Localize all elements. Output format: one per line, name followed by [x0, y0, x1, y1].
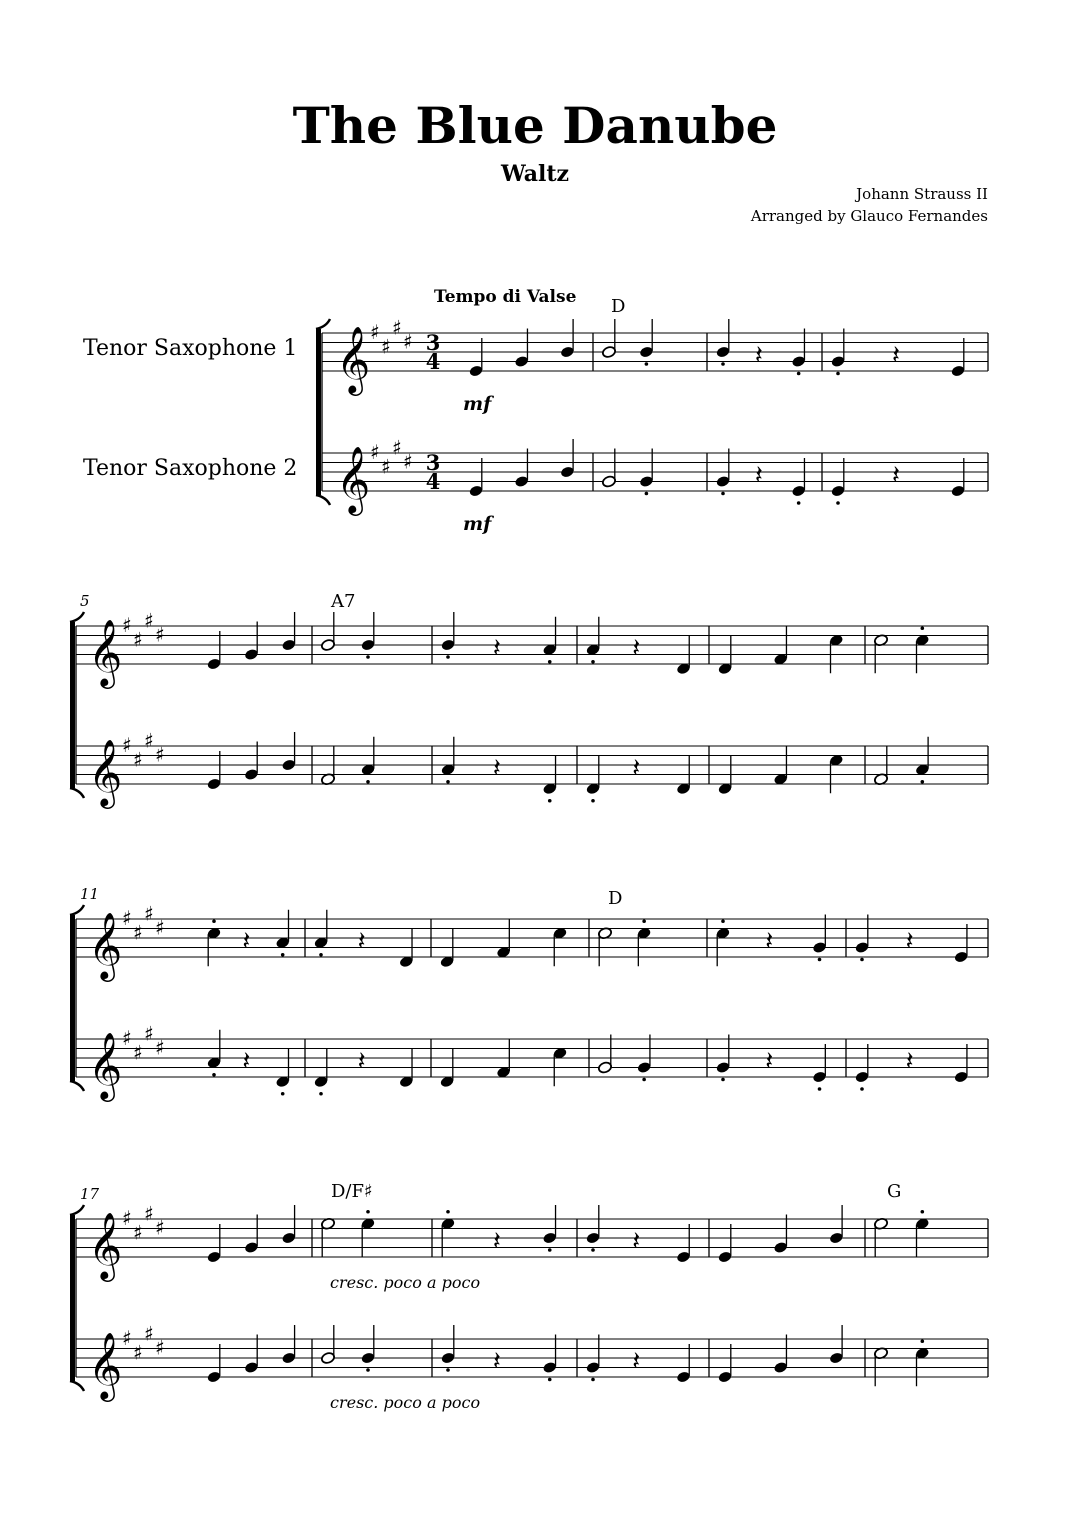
staccato-dot [366, 655, 370, 659]
staccato-dot [591, 1248, 595, 1252]
staccato-dot [591, 799, 595, 803]
staccato-dot [281, 953, 285, 957]
staccato-dot [446, 780, 450, 784]
sharp-icon: ♯ [370, 320, 380, 344]
quarter-rest-icon: 𝄽 [905, 926, 914, 957]
staccato-dot [818, 958, 822, 962]
staccato-dot [645, 362, 649, 366]
staccato-dot [366, 780, 370, 784]
sharp-icon: ♯ [122, 1206, 132, 1230]
bracket-bottom [70, 1381, 84, 1391]
measure-number: 11 [80, 885, 100, 903]
quarter-rest-icon: 𝄽 [492, 753, 501, 784]
staccato-dot [366, 1368, 370, 1372]
staccato-dot [721, 492, 725, 496]
staccato-dot [642, 919, 646, 923]
sharp-icon: ♯ [155, 1215, 165, 1240]
measure-number: 5 [80, 592, 90, 610]
staccato-dot [548, 1378, 552, 1382]
dynamic-mf: mf [463, 393, 492, 415]
sharp-icon: ♯ [133, 920, 143, 945]
quarter-rest-icon: 𝄽 [905, 1046, 914, 1077]
staccato-dot [548, 660, 552, 664]
sharp-icon: ♯ [133, 1040, 143, 1065]
staccato-dot [548, 799, 552, 803]
staccato-dot [281, 1092, 285, 1096]
sharp-icon: ♯ [144, 728, 154, 753]
quarter-rest-icon: 𝄽 [242, 1046, 251, 1077]
system-bracket [70, 622, 75, 788]
system-1 [316, 315, 988, 516]
chord-symbol: D/F♯ [331, 1181, 373, 1202]
staccato-dot [797, 501, 801, 505]
arranger-credit: Arranged by Glauco Fernandes [750, 207, 988, 225]
instrument-name: Tenor Saxophone 1 [83, 336, 298, 361]
staccato-dot [836, 372, 840, 376]
staccato-dot [921, 626, 925, 630]
cresc-marking: cresc. poco a poco [330, 1393, 481, 1412]
staccato-dot [591, 660, 595, 664]
sharp-icon: ♯ [403, 329, 413, 354]
staccato-dot [319, 953, 323, 957]
staccato-dot [921, 1210, 925, 1214]
treble-clef-icon: 𝄞 [336, 325, 371, 393]
piece-title: The Blue Danube [292, 96, 778, 155]
staccato-dot [645, 492, 649, 496]
time-signature-denominator: 4 [425, 469, 441, 494]
staccato-dot [818, 1087, 822, 1091]
sharp-icon: ♯ [155, 622, 165, 647]
sharp-icon: ♯ [122, 906, 132, 930]
instrument-name: Tenor Saxophone 2 [83, 456, 298, 481]
tempo-marking: Tempo di Valse [434, 287, 577, 307]
chord-symbol: D [611, 296, 626, 317]
staccato-dot [212, 1073, 216, 1077]
quarter-rest-icon: 𝄽 [632, 1226, 641, 1257]
quarter-rest-icon: 𝄽 [765, 1046, 774, 1077]
sharp-icon: ♯ [155, 1335, 165, 1360]
staccato-dot [446, 655, 450, 659]
sharp-icon: ♯ [381, 334, 391, 359]
quarter-rest-icon: 𝄽 [357, 926, 366, 957]
time-signature-denominator: 4 [425, 349, 441, 374]
sharp-icon: ♯ [144, 608, 154, 633]
system-4 [70, 1185, 988, 1402]
bracket-top [70, 612, 84, 622]
bracket-bottom [316, 495, 330, 505]
system-bracket [316, 329, 321, 495]
bracket-bottom [70, 788, 84, 798]
treble-clef-icon: 𝄞 [336, 445, 371, 513]
treble-clef-icon: 𝄞 [88, 911, 123, 979]
system-2 [70, 592, 988, 809]
quarter-rest-icon: 𝄽 [632, 1346, 641, 1377]
time-signature-numerator: 3 [425, 450, 441, 475]
quarter-rest-icon: 𝄽 [242, 926, 251, 957]
quarter-rest-icon: 𝄽 [892, 460, 900, 491]
sharp-icon: ♯ [144, 901, 154, 926]
quarter-rest-icon: 𝄽 [892, 340, 900, 371]
dynamic-mf: mf [463, 513, 492, 535]
bracket-top [70, 905, 84, 915]
staccato-dot [721, 1078, 725, 1082]
quarter-rest-icon: 𝄽 [632, 633, 641, 664]
sharp-icon: ♯ [144, 1021, 154, 1046]
sharp-icon: ♯ [155, 742, 165, 767]
bracket-bottom [70, 1081, 84, 1091]
staccato-dot [921, 780, 925, 784]
staccato-dot [591, 1378, 595, 1382]
quarter-rest-icon: 𝄽 [357, 1046, 366, 1077]
treble-clef-icon: 𝄞 [88, 1331, 123, 1399]
sharp-icon: ♯ [133, 1220, 143, 1245]
chord-symbol: G [887, 1181, 902, 1202]
sharp-icon: ♯ [144, 1321, 154, 1346]
staccato-dot [446, 1368, 450, 1372]
system-3 [70, 885, 988, 1102]
staccato-dot [921, 1339, 925, 1343]
treble-clef-icon: 𝄞 [88, 1211, 123, 1279]
staccato-dot [860, 1087, 864, 1091]
sharp-icon: ♯ [392, 435, 402, 460]
time-signature-numerator: 3 [425, 330, 441, 355]
sharp-icon: ♯ [155, 915, 165, 940]
staccato-dot [721, 919, 725, 923]
quarter-rest-icon: 𝄽 [632, 753, 641, 784]
staccato-dot [642, 1078, 646, 1082]
composer-credit: Johann Strauss II [856, 185, 988, 203]
sharp-icon: ♯ [122, 733, 132, 757]
system-bracket [70, 1215, 75, 1381]
score-systems [70, 287, 988, 1412]
sharp-icon: ♯ [144, 1201, 154, 1226]
sharp-icon: ♯ [381, 454, 391, 479]
sharp-icon: ♯ [155, 1035, 165, 1060]
quarter-rest-icon: 𝄽 [492, 1346, 501, 1377]
sharp-icon: ♯ [122, 1026, 132, 1050]
quarter-rest-icon: 𝄽 [754, 340, 763, 371]
staccato-dot [446, 1210, 450, 1214]
chord-symbol: A7 [331, 591, 356, 612]
cresc-marking: cresc. poco a poco [330, 1273, 481, 1292]
staccato-dot [797, 372, 801, 376]
staccato-dot [366, 1210, 370, 1214]
sharp-icon: ♯ [133, 747, 143, 772]
treble-clef-icon: 𝄞 [88, 1031, 123, 1099]
quarter-rest-icon: 𝄽 [492, 633, 501, 664]
treble-clef-icon: 𝄞 [88, 738, 123, 806]
sharp-icon: ♯ [122, 1326, 132, 1350]
sharp-icon: ♯ [133, 627, 143, 652]
staccato-dot [721, 362, 725, 366]
sharp-icon: ♯ [122, 613, 132, 637]
staccato-dot [860, 958, 864, 962]
sharp-icon: ♯ [392, 315, 402, 340]
sharp-icon: ♯ [133, 1340, 143, 1365]
sharp-icon: ♯ [370, 440, 380, 464]
staccato-dot [319, 1092, 323, 1096]
staccato-dot [212, 919, 216, 923]
treble-clef-icon: 𝄞 [88, 618, 123, 686]
chord-symbol: D [608, 888, 623, 909]
quarter-rest-icon: 𝄽 [492, 1226, 501, 1257]
system-bracket [70, 915, 75, 1081]
staccato-dot [548, 1248, 552, 1252]
staccato-dot [836, 501, 840, 505]
bracket-top [70, 1205, 84, 1215]
measure-number: 17 [80, 1185, 100, 1203]
piece-subtitle: Waltz [500, 161, 570, 187]
sharp-icon: ♯ [403, 449, 413, 474]
quarter-rest-icon: 𝄽 [765, 926, 774, 957]
quarter-rest-icon: 𝄽 [754, 460, 763, 491]
bracket-top [316, 319, 330, 329]
